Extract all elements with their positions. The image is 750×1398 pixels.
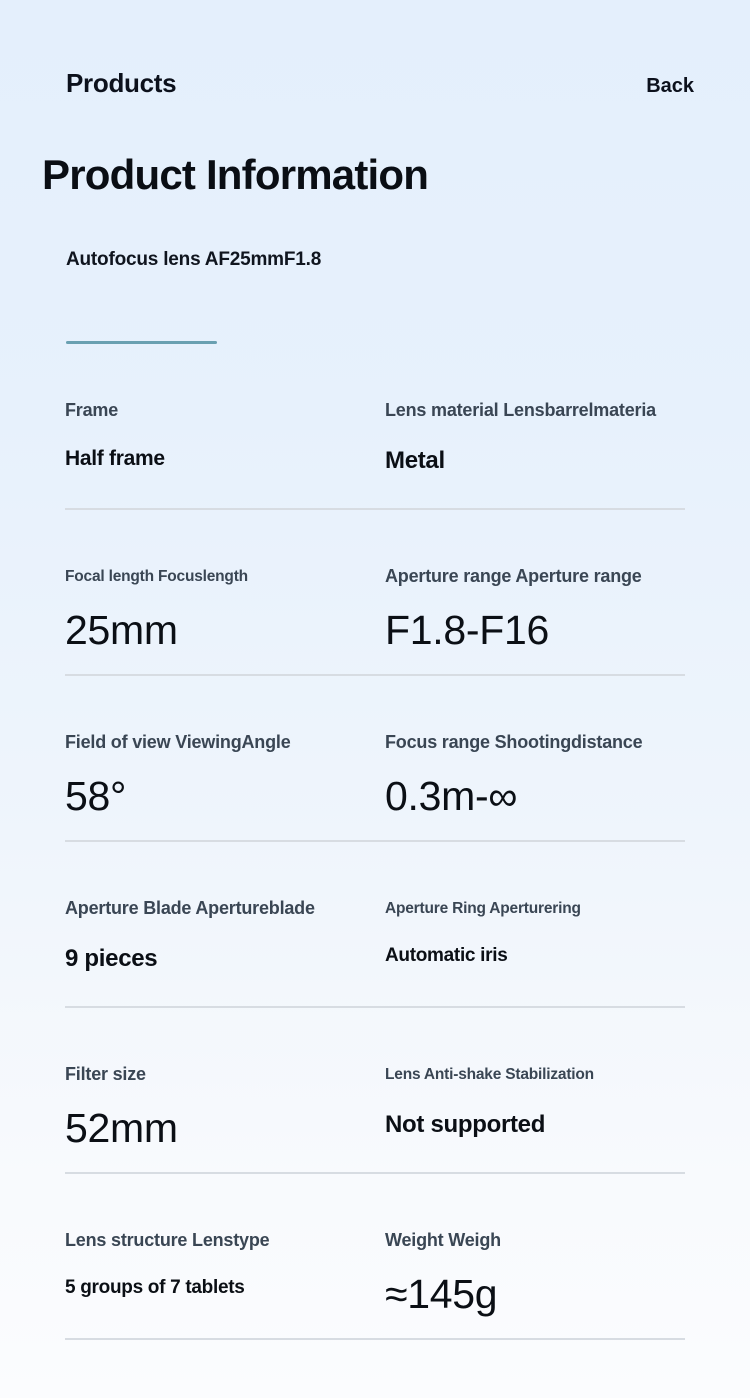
spec-cell-focus-range [385, 732, 685, 840]
spec-label: Aperture range Aperture range [385, 566, 642, 586]
spec-label: Lens Anti-shake Stabilization [385, 1066, 594, 1083]
page-title: Product Information [42, 151, 429, 198]
spec-label: Focal length Focuslength [65, 568, 248, 585]
spec-label: Weight Weigh [385, 1230, 501, 1250]
spec-value: 58° [65, 773, 127, 819]
spec-value: 9 pieces [65, 945, 158, 972]
spec-value: 25mm [65, 607, 178, 653]
back-button[interactable]: Back [646, 75, 694, 97]
spec-label: Filter size [65, 1064, 146, 1084]
spec-cell-filter-size [65, 1064, 385, 1172]
spec-cell-aperture-blade [65, 898, 385, 1006]
specs-list [65, 344, 685, 1340]
spec-row-focal-aperture [65, 510, 685, 676]
spec-cell-frame [65, 400, 385, 508]
product-name: Autofocus lens AF25mmF1.8 [66, 249, 322, 270]
spec-value: Half frame [65, 447, 165, 470]
spec-value: Metal [385, 447, 445, 474]
spec-value: Not supported [385, 1111, 546, 1138]
spec-value: 52mm [65, 1105, 178, 1151]
spec-row-structure-weight [65, 1174, 685, 1340]
spec-cell-aperture-ring [385, 898, 685, 1006]
spec-cell-field-of-view [65, 732, 385, 840]
spec-value: 0.3m-∞ [385, 773, 518, 819]
spec-value: Automatic iris [385, 945, 508, 966]
spec-cell-lens-structure [65, 1230, 385, 1338]
spec-value: 5 groups of 7 tablets [65, 1277, 245, 1298]
spec-cell-focal-length [65, 566, 385, 674]
spec-cell-anti-shake [385, 1064, 685, 1172]
spec-label: Focus range Shootingdistance [385, 732, 643, 752]
spec-value: F1.8-F16 [385, 607, 549, 653]
spec-label: Frame [65, 400, 119, 420]
spec-cell-weight [385, 1230, 685, 1338]
spec-row-filter-stabilization [65, 1008, 685, 1174]
spec-label: Field of view ViewingAngle [65, 732, 291, 752]
spec-label: Aperture Ring Aperturering [385, 900, 581, 917]
spec-row-frame-material [65, 344, 685, 510]
spec-label: Aperture Blade Apertureblade [65, 898, 315, 918]
spec-row-fov-focus [65, 676, 685, 842]
spec-cell-lens-material [385, 400, 685, 508]
spec-label: Lens material Lensbarrelmateria [385, 400, 656, 420]
spec-row-blade-ring [65, 842, 685, 1008]
header-bar [0, 0, 750, 99]
spec-cell-aperture-range [385, 566, 685, 674]
products-label: Products [66, 68, 177, 98]
spec-value: ≈145g [385, 1271, 498, 1317]
spec-label: Lens structure Lenstype [65, 1230, 270, 1250]
